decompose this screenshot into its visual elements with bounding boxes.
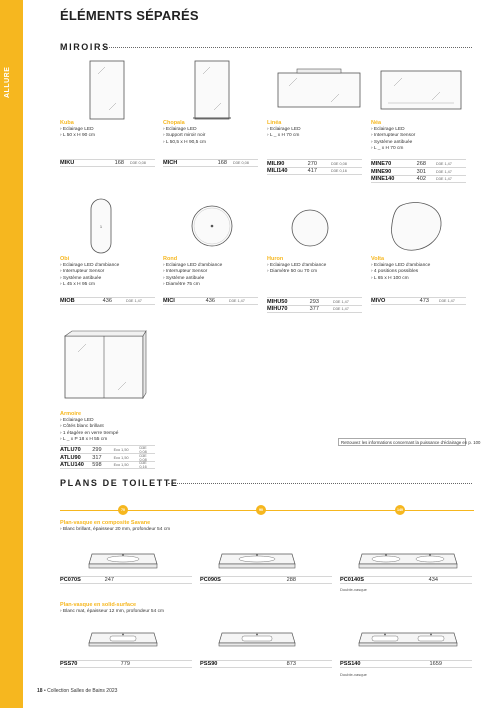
product-price: 299: [92, 446, 102, 453]
mirror-kuba-image: [89, 60, 125, 120]
price-row: [163, 297, 258, 305]
product-feature: › L _ x H 70 cm: [267, 133, 300, 139]
price-row: [371, 159, 466, 167]
product-ref: PSS90: [200, 661, 218, 667]
price-row: [60, 159, 155, 167]
product-obi: [60, 256, 160, 289]
product-huron: [267, 256, 367, 276]
product-price: 473: [419, 298, 429, 304]
page-number: 18: [37, 688, 43, 694]
product-ref: PC090S: [200, 577, 221, 583]
product-price: 402: [416, 176, 426, 182]
mirror-volta-image: [388, 200, 444, 254]
product-price: 434: [428, 577, 438, 583]
product-feature: › L 45 x H 95 cm: [60, 282, 96, 288]
page-title: ÉLÉMENTS SÉPARÉS: [60, 8, 199, 23]
width-badge-90: 90: [256, 505, 266, 515]
group-title: Plan-vasque en solid-surface: [60, 602, 137, 608]
price-row: [267, 159, 362, 167]
eco-tax: D3E 0,08: [233, 161, 249, 165]
eco-tax: D3E 1,47: [436, 161, 452, 166]
product-feature: › Support miroir noir: [163, 133, 206, 139]
section-title-miroirs: MIROIRS: [60, 42, 110, 52]
product-ref: PSS140: [340, 661, 361, 667]
eco-tax: D3E 1,47: [436, 177, 452, 181]
product-price: 317: [92, 454, 102, 461]
mirror-obi-image: [90, 198, 112, 254]
product-feature: › Système antibuée: [163, 275, 205, 281]
product-feature: › Eclairage LED: [60, 418, 94, 423]
product-feature: › Système antibuée: [60, 275, 102, 281]
savane-group: [60, 520, 260, 533]
page-footer: [37, 688, 117, 694]
basin-pc090s-image: [218, 548, 296, 570]
product-feature: › Interrupteur Sensor: [60, 269, 105, 275]
product-price: 436: [205, 298, 215, 304]
product-ref: MILI140: [267, 168, 288, 174]
product-linea: [267, 120, 367, 140]
side-tab: [0, 0, 23, 708]
price-row: [60, 576, 192, 584]
price-row: [340, 660, 472, 668]
product-feature: › Eclairage LED: [267, 127, 301, 132]
svg-text:1: 1: [99, 224, 103, 229]
product-name: Huron: [267, 256, 284, 262]
product-name: Néa: [371, 120, 382, 126]
product-price: 436: [102, 298, 112, 304]
product-feature: › Eclairage LED d'ambiance: [267, 263, 327, 268]
product-feature: › Côtés blanc brillant: [60, 424, 104, 430]
footer-bullet: •: [43, 688, 48, 694]
eco-tax: D3E 1,47: [436, 169, 452, 174]
product-feature: › L 50,5 x H 90,5 cm: [163, 139, 207, 145]
eco-tax: D3E 0,08: [139, 445, 147, 454]
double-vasque-label: Double-vasque: [340, 587, 367, 592]
double-vasque-label: Double-vasque: [340, 672, 367, 677]
product-ref: MIVO: [371, 298, 386, 304]
product-name: Armoire: [60, 411, 82, 417]
armoire-image: [64, 330, 148, 406]
group-title: Plan-vasque en composite Savane: [60, 520, 151, 526]
product-ref: MIHU50: [267, 298, 288, 305]
product-feature: › Diamètre 50 ou 70 cm: [267, 269, 318, 275]
price-row: [200, 576, 332, 584]
product-price: 268: [416, 160, 426, 167]
mirror-linea-image: [277, 68, 361, 108]
product-price: 417: [307, 168, 317, 174]
product-feature: › 1 étagère en verre trempé: [60, 430, 119, 436]
price-row: [340, 576, 472, 584]
product-feature: › Interrupteur Sensor: [163, 269, 208, 275]
price-row: [267, 297, 362, 305]
product-feature: › L _ x P 18 x H 55 cm: [60, 437, 108, 443]
product-feature: › Eclairage LED: [60, 127, 94, 132]
basin-pc070s-image: [88, 548, 158, 570]
price-row: [200, 660, 332, 668]
section-divider: [168, 483, 472, 484]
product-ref: MIHU70: [267, 306, 288, 312]
basin-pc0140s-image: [358, 548, 458, 570]
product-armoire: [60, 411, 160, 444]
product-ref: MINE140: [371, 176, 395, 182]
product-ref: ATLU90: [60, 454, 81, 461]
eco-tax: D3E 0,08: [139, 453, 147, 462]
product-price: 377: [309, 306, 319, 312]
product-feature: › L 65 x H 100 cm: [371, 275, 409, 281]
eco-tax: Eco 1,50: [113, 447, 129, 452]
product-price: 873: [286, 661, 296, 667]
eco-tax: D3E 1,47: [333, 299, 349, 304]
mirror-nea-image: [380, 70, 462, 110]
product-name: Rond: [163, 256, 178, 262]
product-price: 293: [309, 298, 319, 305]
eco-tax: D3E 1,47: [126, 299, 142, 303]
product-rond: [163, 256, 263, 289]
eco-tax: Eco 1,50: [113, 463, 129, 467]
price-row: [267, 305, 362, 313]
eco-tax: D3E 1,47: [229, 299, 245, 303]
product-price: 1659: [429, 661, 442, 667]
product-ref: MILI90: [267, 160, 285, 167]
mirror-rond-image: [190, 204, 234, 248]
product-volta: [371, 256, 471, 282]
product-feature: › Eclairage LED d'ambiance: [163, 263, 223, 268]
product-price: 247: [104, 577, 114, 583]
product-chopala: [163, 120, 263, 146]
mirror-huron-image: [290, 208, 330, 248]
eco-tax: D3E 1,47: [333, 307, 349, 311]
eco-tax: D3E 0,08: [331, 161, 347, 166]
product-feature: › 4 positions possibles: [371, 269, 419, 275]
product-feature: › L _ x H 70 cm: [371, 146, 404, 152]
group-description: › Blanc mat, épaisseur 12 mm, profondeur 54 cm: [60, 609, 164, 614]
product-price: 779: [120, 661, 130, 667]
product-price: 168: [114, 160, 124, 166]
price-row: [60, 461, 155, 469]
basin-pss70-image: [88, 628, 158, 650]
product-ref: MIKU: [60, 160, 75, 166]
product-price: 598: [92, 462, 102, 468]
product-ref: MICH: [163, 160, 178, 166]
product-ref: PC070S: [60, 577, 81, 583]
product-ref: MICI: [163, 298, 175, 304]
price-row: [163, 159, 258, 167]
price-row: [371, 297, 466, 305]
product-feature: › Diamètre 75 cm: [163, 282, 200, 288]
product-ref: ATLU70: [60, 446, 81, 453]
product-ref: MIOB: [60, 298, 75, 304]
product-feature: › Eclairage LED: [163, 127, 197, 132]
section-title-plans: PLANS DE TOILETTE: [60, 478, 179, 488]
eco-tax: D3E 1,47: [439, 299, 455, 303]
product-name: Linéa: [267, 120, 282, 126]
product-ref: PC0140S: [340, 577, 364, 583]
footer-text: Collection Salles de Bains 2023: [47, 688, 118, 694]
price-row: [60, 453, 155, 461]
product-nea: [371, 120, 471, 153]
section-divider: [104, 47, 472, 48]
product-price: 270: [307, 160, 317, 167]
width-badge-70: 70: [118, 505, 128, 515]
product-name: Chopala: [163, 120, 185, 126]
price-row: [60, 297, 155, 305]
eco-tax: D3E 0,16: [139, 461, 147, 469]
product-ref: MINE70: [371, 160, 392, 167]
product-name: Kuba: [60, 120, 74, 126]
lighting-info-note: Retrouvez les informations concernant la puissance d'éclairage en p. 100: [338, 438, 466, 446]
basin-pss90-image: [218, 628, 296, 650]
product-feature: › L 50 x H 90 cm: [60, 133, 96, 139]
product-price: 168: [217, 160, 227, 166]
product-name: Obi: [60, 256, 70, 262]
price-row: [371, 175, 466, 183]
solid-surface-group: [60, 602, 260, 615]
product-feature: › Eclairage LED: [371, 127, 405, 132]
eco-tax: D3E 0,16: [331, 169, 347, 173]
product-feature: › Eclairage LED d'ambiance: [371, 263, 431, 268]
eco-tax: Eco 1,50: [113, 455, 129, 460]
basin-pss140-image: [358, 628, 458, 650]
price-row: [60, 660, 192, 668]
product-feature: › Système antibuée: [371, 139, 413, 145]
width-badge-140: 140: [395, 505, 405, 515]
price-row: [60, 445, 155, 453]
product-ref: ATLU140: [60, 462, 84, 468]
product-feature: › Eclairage LED d'ambiance: [60, 263, 120, 268]
product-ref: MINE90: [371, 168, 392, 175]
group-description: › Blanc brillant, épaisseur 20 mm, profondeur 54 cm: [60, 527, 171, 532]
product-price: 288: [286, 577, 296, 583]
price-row: [371, 167, 466, 175]
eco-tax: D3E 0,08: [130, 161, 146, 165]
product-ref: PSS70: [60, 661, 78, 667]
product-feature: › Interrupteur Sensor: [371, 133, 416, 139]
side-tab-label: ALLURE: [4, 66, 11, 98]
product-name: Volta: [371, 256, 385, 262]
mirror-chopala-image: [193, 60, 231, 120]
price-row: [267, 167, 362, 175]
product-kuba: [60, 120, 160, 140]
product-price: 301: [416, 168, 426, 175]
